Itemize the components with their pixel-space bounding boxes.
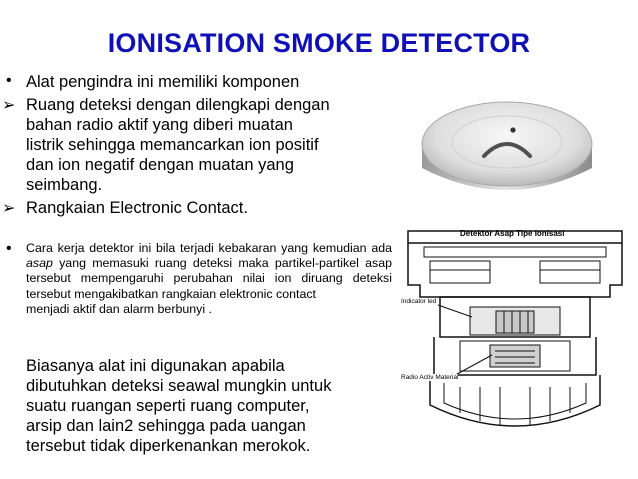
bullet-text-2-line-3: listrik sehingga memancarkan ion positif	[26, 136, 319, 154]
smoke-detector-photo	[412, 84, 602, 214]
arrow-bullet-icon: ➢	[2, 200, 16, 217]
bullet-text-2-line-2: bahan radio aktif yang diberi muatan	[26, 116, 293, 134]
paragraph-line: suatu ruangan seperti ruang computer,	[26, 397, 310, 415]
diagram-label-indicator: Indicator led	[401, 298, 437, 305]
bullet-dot: •	[6, 72, 12, 89]
bullet-text-2-line-1: Ruang deteksi dengan dilengkapi dengan	[26, 96, 330, 114]
bullet-text-3: Rangkaian Electronic Contact.	[26, 199, 248, 217]
bullet-text-4-pre: Cara kerja detektor ini bila terjadi kebakaran yang kemudian ada	[26, 241, 392, 255]
bullet-text-4-em: asap	[26, 256, 53, 271]
bullet-dot: •	[6, 240, 12, 257]
diagram-title: Detektor Asap Tipe Ionisasi	[460, 229, 565, 238]
detector-cutaway-diagram	[400, 225, 630, 465]
arrow-bullet-icon: ➢	[2, 97, 16, 114]
usage-paragraph	[26, 356, 396, 456]
diagram-label-radio: Radio Activ Material	[401, 374, 459, 381]
bullet-text-1: Alat pengindra ini memiliki komponen	[26, 73, 300, 91]
bullet-text-4	[26, 241, 392, 317]
slide-title: IONISATION SMOKE DETECTOR	[107, 28, 531, 58]
bullet-text-2-line-4: dan ion negatif dengan muatan yang	[26, 156, 294, 174]
bullet-text-4-last: menjadi aktif dan alarm berbunyi .	[26, 301, 212, 316]
bullet-text-4-post: yang memasuki ruang deteksi maka partikel-partikel asap tersebut mempengaruhi perubahan nilai ion diruang deteksi tersebut mengakibatkan rangkaian elektronic contact	[26, 256, 392, 301]
paragraph-line: tersebut tidak diperkenankan merokok.	[26, 437, 311, 455]
paragraph-line: dibutuhkan deteksi seawal mungkin untuk	[26, 377, 332, 395]
paragraph-line: Biasanya alat ini digunakan apabila	[26, 357, 285, 375]
bullet-text-2-line-5: seimbang.	[26, 176, 103, 194]
paragraph-line: arsip dan lain2 sehingga pada uangan	[26, 417, 306, 435]
